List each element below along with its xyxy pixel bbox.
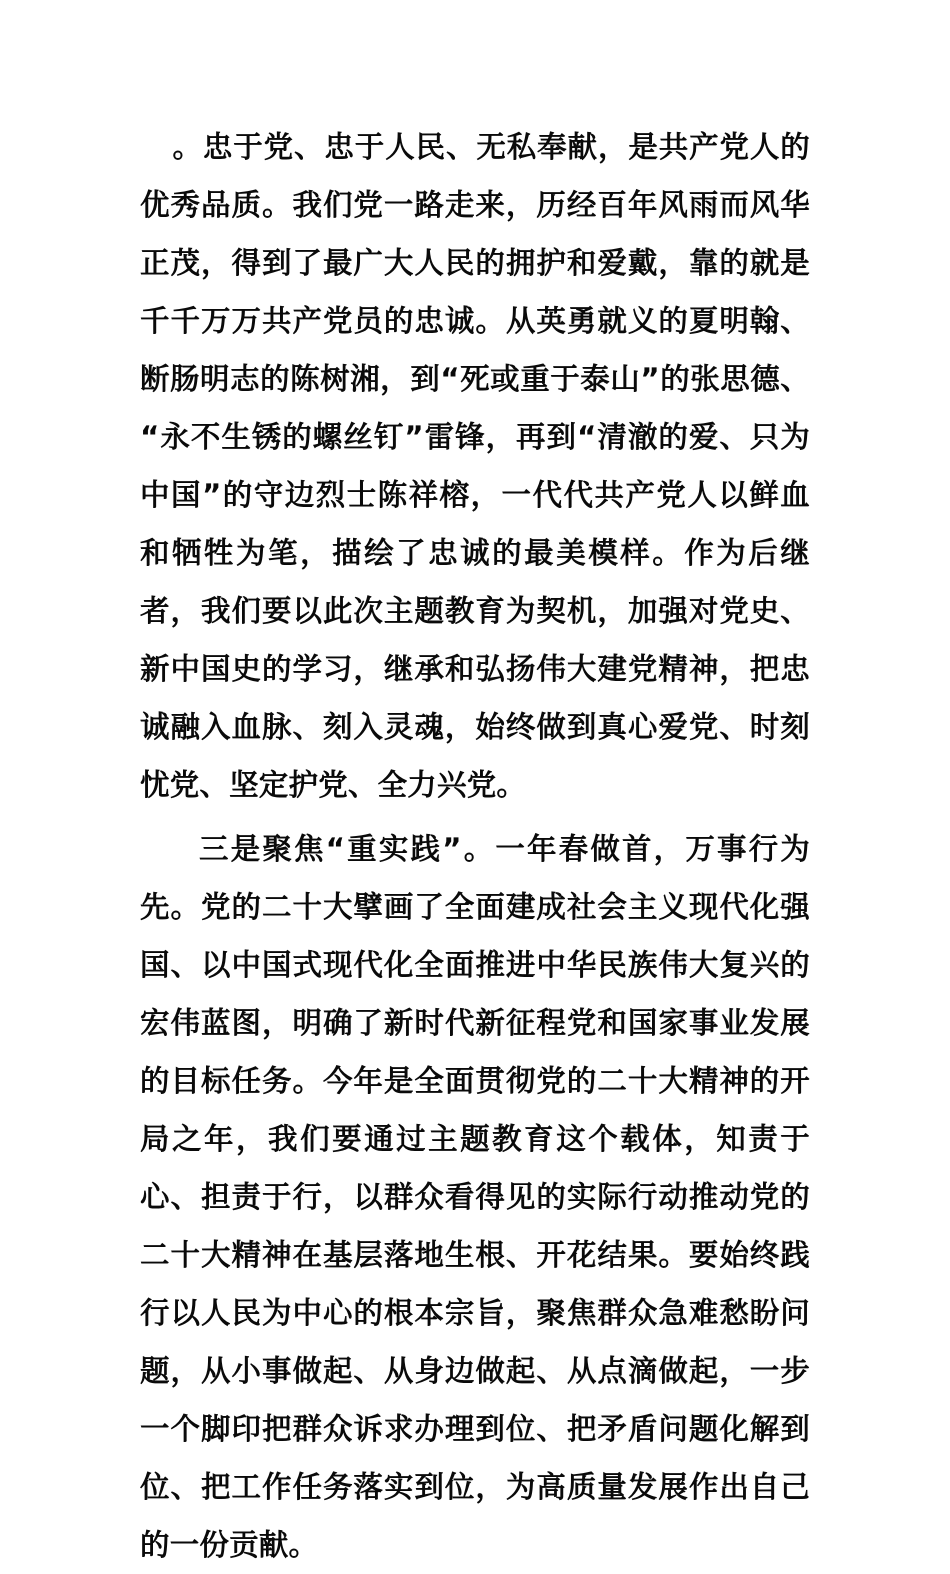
document-body	[140, 118, 810, 1574]
paragraph-practice: 三是聚焦“重实践”。一年春做首，万事行为先。党的二十大擘画了全面建成社会主义现代化强国、以中国式现代化全面推进中华民族伟大复兴的宏伟蓝图，明确了新时代新征程党和国家事业发展的目标任务。今年是全面贯彻党的二十大精神的开局之年，我们要通过主题教育这个载体，知责于心、担责于行，以群众看得见的实际行动推动党的二十大精神在基层落地生根、开花结果。要始终践行以人民为中心的根本宗旨，聚焦群众急难愁盼问题，从小事做起、从身边做起、从点滴做起，一步一个脚印把群众诉求办理到位、把矛盾问题化解到位、把工作任务落实到位，为高质量发展作出自己的一份贡献。	[140, 832, 810, 1562]
paragraph-loyalty: 。忠于党、忠于人民、无私奉献，是共产党人的优秀品质。我们党一路走来，历经百年风雨而风华正茂，得到了最广大人民的拥护和爱戴，靠的就是千千万万共产党员的忠诚。从英勇就义的夏明翰、断肠明志的陈树湘，到“死或重于泰山”的张思德、“永不生锈的螺丝钉”雷锋，再到“清澈的爱、只为中国”的守边烈士陈祥榕，一代代共产党人以鲜血和牺牲为笔，描绘了忠诚的最美模样。作为后继者，我们要以此次主题教育为契机，加强对党史、新中国史的学习，继承和弘扬伟大建党精神，把忠诚融入血脉、刻入灵魂，始终做到真心爱党、时刻忧党、坚定护党、全力兴党。	[140, 130, 810, 802]
